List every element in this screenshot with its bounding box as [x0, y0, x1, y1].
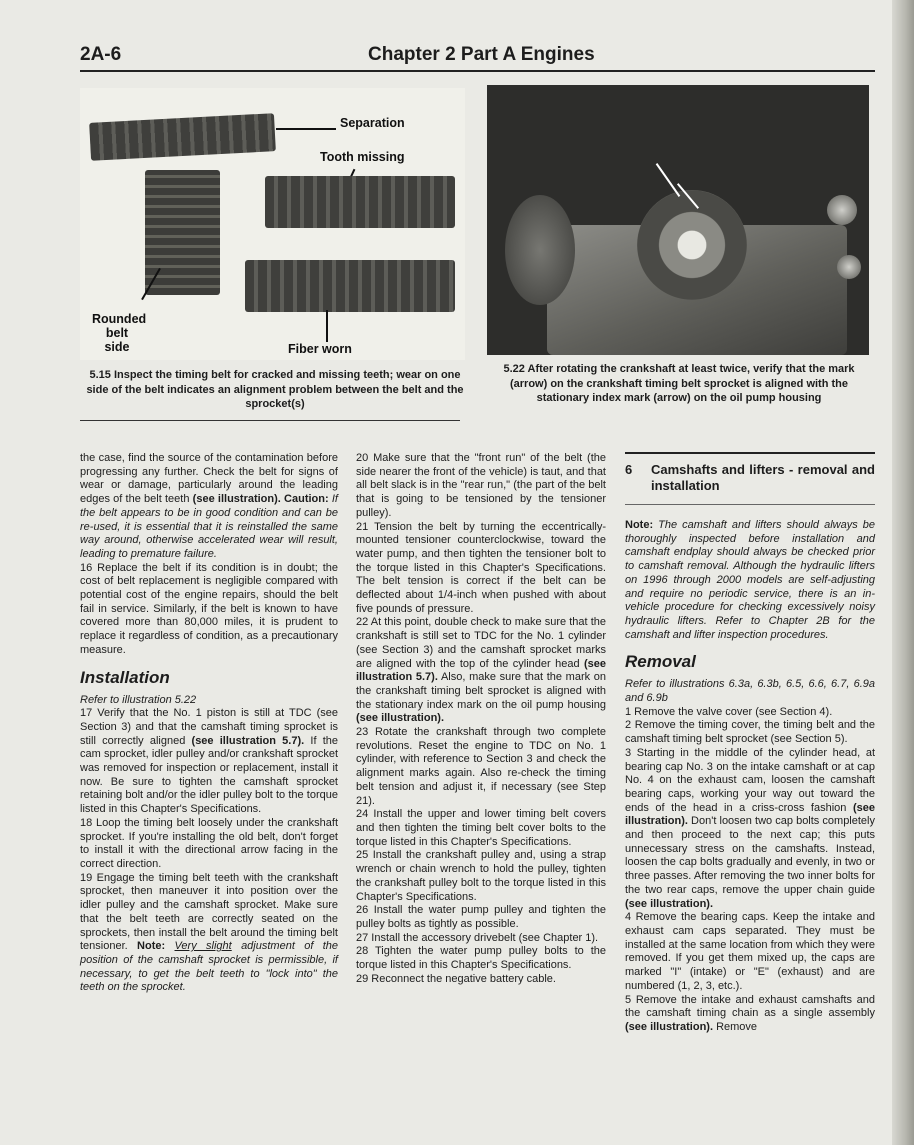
- crankshaft-sprocket: [637, 190, 747, 300]
- paragraph-16: 16 Replace the belt if its condition is in doubt; the cost of belt replacement is negligible compared with potential cost of the engine repairs, should the belt fail in service. Similarly, if the belt is known to have covered more than 80,000 miles, it is prudent to replace it regardless of condition, as a precautionary measure.: [80, 561, 338, 656]
- belt-separation: [89, 113, 276, 161]
- paragraph-22: 22 At this point, double check to make sure that the crankshaft is still set to TDC for the No. 1 cylinder (see Section 3) and the camshaft sprocket marks are aligned with the top of the cylinder head (see illustration 5.7). Also, make sure that the mark on the crankshaft timing belt sprocket is aligned with the stationary index mark on the oil pump housing (see illustration).: [356, 616, 607, 725]
- label-separation: Separation: [340, 116, 405, 130]
- paragraph-17: 17 Verify that the No. 1 piston is still at TDC (see Section 3) and that the camshaft timing sprocket is still correctly aligned (see illustration 5.7). If the cam sprocket, idler pulley and/or crankshaft sprocket was removed for inspection or replacement, install it now. Be sure to tighten the camshaft sprocket retaining bolt and/or the idler pulley bolt to the torque listed in this Chapter's Specifications.: [80, 707, 338, 816]
- timing-belt-wear-photo: [80, 88, 465, 360]
- paragraph-29: 29 Reconnect the negative battery cable.: [356, 972, 556, 985]
- bolt-right: [827, 195, 857, 225]
- index-mark-arrow: [656, 163, 681, 197]
- removal-heading: Removal: [625, 652, 696, 672]
- section-6-header: [625, 452, 875, 505]
- paragraph-belt-check: the case, find the source of the contamination before progressing any further. Check the belt for signs of wear or damage, particularly around the leading edges of the belt teeth (see illustration). Caution: If the belt appears to be in good condition and can be re-used, it is essential that it is reinstalled the same way around, otherwise accelerated wear will result, leading to premature failure.: [80, 452, 338, 560]
- belt-tooth-missing: [265, 176, 455, 228]
- paragraph-20: 20 Make sure that the "front run" of the belt (the side nearer the front of the vehicle) is taut, and that all belt slack is in the "rear run," (the part of the belt that is going to be tensioned by the tensioner pulley).: [356, 452, 606, 519]
- installation-heading: Installation: [80, 667, 170, 687]
- section-rule: [80, 420, 460, 421]
- paragraph-26: 26 Install the water pump pulley and tighten the pulley bolts as tightly as possible.: [356, 904, 606, 930]
- belt-fiber-worn: [245, 260, 455, 312]
- figure-caption-left: 5.15 Inspect the timing belt for cracked and missing teeth; wear on one side of the belt indicates an alignment problem between the belt and the sprocket(s): [86, 369, 464, 410]
- removal-step-5: 5 Remove the intake and exhaust camshafts and the camshaft timing chain as a single assembly (see illustration). Remove: [625, 993, 875, 1033]
- paragraph-18: 18 Loop the timing belt loosely under the crankshaft sprocket. If you're installing the old belt, don't forget to install it with the directional arrow facing in the correct direction.: [80, 816, 338, 870]
- paragraph-25: 25 Install the crankshaft pulley and, using a strap wrench or chain wrench to hold the pulley, tighten the crankshaft pulley bolt to the torque listed in this Chapter's Specifications.: [356, 849, 606, 903]
- section-number: 6: [625, 462, 633, 477]
- section-note: Note: The camshaft and lifters should always be thoroughly inspected before installation and camshaft endplay should always be checked prior to camshaft removal. Although the hydraulic lifters on 1996 through 2000 models are self-adjusting and require no periodic service, there is an in-vehicle procedure for checking excessively noisy hydraulic lifters. Refer to Chapter 2B for the camshaft and lifter inspection procedures.: [625, 519, 875, 641]
- fiber-worn-arrow: [326, 310, 328, 342]
- label-tooth-missing: Tooth missing: [320, 150, 405, 164]
- header-rule: [80, 70, 875, 72]
- text-column-2: [356, 452, 606, 986]
- label-rounded-belt-side: Rounded belt side: [92, 312, 147, 354]
- installation-refer: Refer to illustration 5.22: [80, 693, 197, 706]
- text-column-1: [80, 452, 338, 995]
- page-number: 2A-6: [80, 44, 122, 65]
- section-title: Camshafts and lifters - removal and installation: [651, 462, 875, 493]
- figure-caption-right: 5.22 After rotating the crankshaft at least twice, verify that the mark (arrow) on the crankshaft timing belt sprocket is aligned with the stationary index mark (arrow) on the oil pump housing: [503, 363, 855, 404]
- removal-step-1: 1 Remove the valve cover (see Section 4).: [625, 705, 833, 718]
- paragraph-28: 28 Tighten the water pump pulley bolts to the torque listed in this Chapter's Specifications.: [356, 945, 606, 972]
- removal-step-2: 2 Remove the timing cover, the timing belt and the camshaft timing belt sprocket (see Section 5).: [625, 719, 875, 746]
- crankshaft-sprocket-photo: [487, 85, 869, 355]
- page-edge: [892, 0, 914, 1145]
- paragraph-27: 27 Install the accessory drivebelt (see Chapter 1).: [356, 931, 599, 944]
- removal-step-4: 4 Remove the bearing caps. Keep the intake and exhaust cam caps separated. They must be installed at the same location from which they were removed. If you get them mixed up, the caps are marked "I" (intake) or "E" (exhaust) and are numbered (1, 2, 3, etc.).: [625, 911, 875, 992]
- separation-arrow: [276, 128, 336, 130]
- bolt-lower-right: [837, 255, 861, 279]
- label-fiber-worn: Fiber worn: [288, 342, 352, 356]
- paragraph-21: 21 Tension the belt by turning the eccentrically-mounted tensioner counterclockwise, toward the water pump, and then tighten the tensioner bolt to the torque listed in this Chapter's Specifications. The belt tension is correct if the belt can be deflected about 1/4-inch when pushed with about five pounds of pressure.: [356, 520, 606, 615]
- chapter-title: Chapter 2 Part A Engines: [368, 44, 595, 65]
- pulley-left: [505, 195, 575, 305]
- paragraph-19: 19 Engage the timing belt teeth with the crankshaft sprocket, then maneuver it into position over the idler pulley and the camshaft sprocket. Make sure that the belt teeth are correctly seated on the sprockets, then install the belt around the timing belt tensioner. Note: Very slight adjustment of the position of the camshaft sprocket is permissible, if necessary, to get the belt teeth to "lock into" the teeth on the sprocket.: [80, 871, 339, 994]
- text-column-3: [625, 452, 875, 1035]
- removal-refer: Refer to illustrations 6.3a, 6.3b, 6.5, 6.6, 6.7, 6.9a and 6.9b: [625, 678, 875, 705]
- paragraph-24: 24 Install the upper and lower timing belt covers and then tighten the timing belt cover bolts to the torque listed in this Chapter's Specifications.: [356, 808, 606, 848]
- paragraph-23: 23 Rotate the crankshaft through two complete revolutions. Reset the engine to TDC on No. 1 cylinder, with reference to Section 3 and check the alignment marks again. Also re-check the timing belt tension and adjust it, if necessary (see Step 21).: [356, 726, 606, 807]
- removal-step-3: 3 Starting in the middle of the cylinder head, at bearing cap No. 3 on the intake camshaft or at cap No. 4 on the exhaust cam, loosen the camshaft bearing caps, working your way out toward the ends of the head in a criss-cross fashion (see illustration). Don't loosen two cap bolts completely and then proceed to the next cap; this puts unnecessary stress on the camshafts. Instead, loosen the cap bolts gradually and evenly, in two or three passes. After removing the two inner bolts for the two rear caps, remove the upper chain guide (see illustration).: [625, 746, 875, 910]
